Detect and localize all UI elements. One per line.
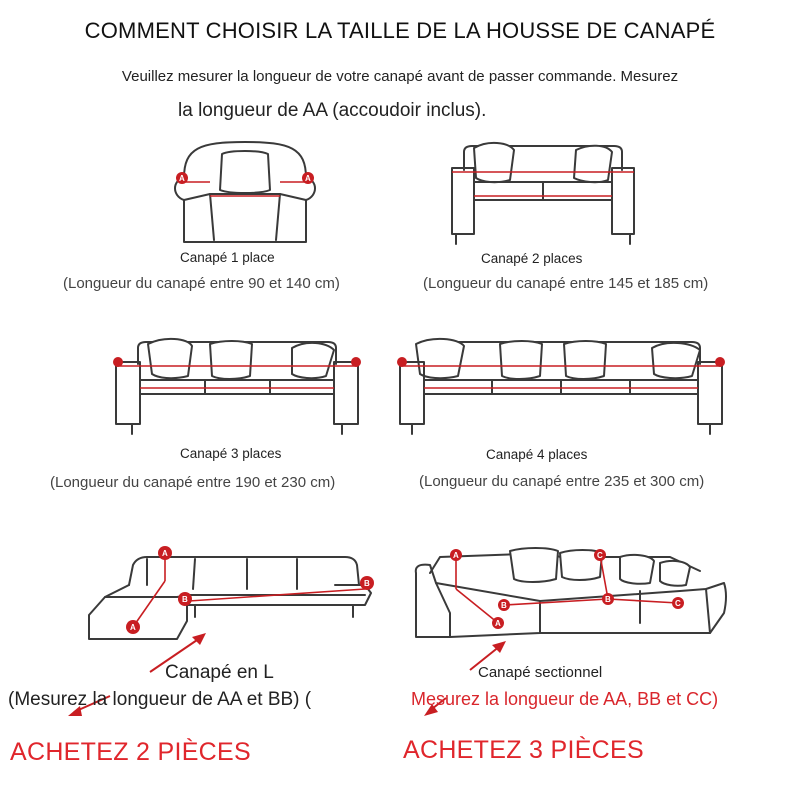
marker-a: A xyxy=(179,174,185,183)
one-seat-label: Canapé 1 place xyxy=(180,250,275,265)
marker-a: A xyxy=(162,549,168,558)
page-title: COMMENT CHOISIR LA TAILLE DE LA HOUSSE DE CANAPÉ xyxy=(84,18,716,43)
four-seat-range: (Longueur du canapé entre 235 et 300 cm) xyxy=(419,473,705,490)
marker-b: B xyxy=(182,595,188,604)
intro-text-line-2: la longueur de AA (accoudoir inclus). xyxy=(178,100,487,121)
marker-c: C xyxy=(675,599,681,608)
marker-a: A xyxy=(130,623,136,632)
marker-c: C xyxy=(597,551,603,560)
intro-text-line-1: Veuillez mesurer la longueur de votre canapé avant de passer commande. Mesurez xyxy=(121,68,679,85)
four-seat-label: Canapé 4 places xyxy=(486,447,588,462)
two-seat-range: (Longueur du canapé entre 145 et 185 cm) xyxy=(423,275,709,292)
marker-a: A xyxy=(305,174,311,183)
marker-a: A xyxy=(495,619,501,628)
three-seat-label: Canapé 3 places xyxy=(180,446,282,461)
marker-a: A xyxy=(453,551,459,560)
one-seat-range: (Longueur du canapé entre 90 et 140 cm) xyxy=(63,275,340,292)
l-shape-label: Canapé en L xyxy=(165,662,274,683)
buy-three-pieces-text: ACHETEZ 3 PIÈCES xyxy=(403,736,644,764)
marker-b: B xyxy=(605,595,611,604)
l-shape-instruction: (Mesurez la longueur de AA et BB) ( xyxy=(8,689,312,710)
three-seat-range: (Longueur du canapé entre 190 et 230 cm) xyxy=(50,474,336,491)
sectional-instruction: Mesurez la longueur de AA, BB et CC) xyxy=(411,689,719,709)
sectional-label: Canapé sectionnel xyxy=(478,664,603,681)
marker-b: B xyxy=(364,579,370,588)
two-seat-label: Canapé 2 places xyxy=(481,251,583,266)
marker-b: B xyxy=(501,601,507,610)
buy-two-pieces-text: ACHETEZ 2 PIÈCES xyxy=(10,738,251,766)
